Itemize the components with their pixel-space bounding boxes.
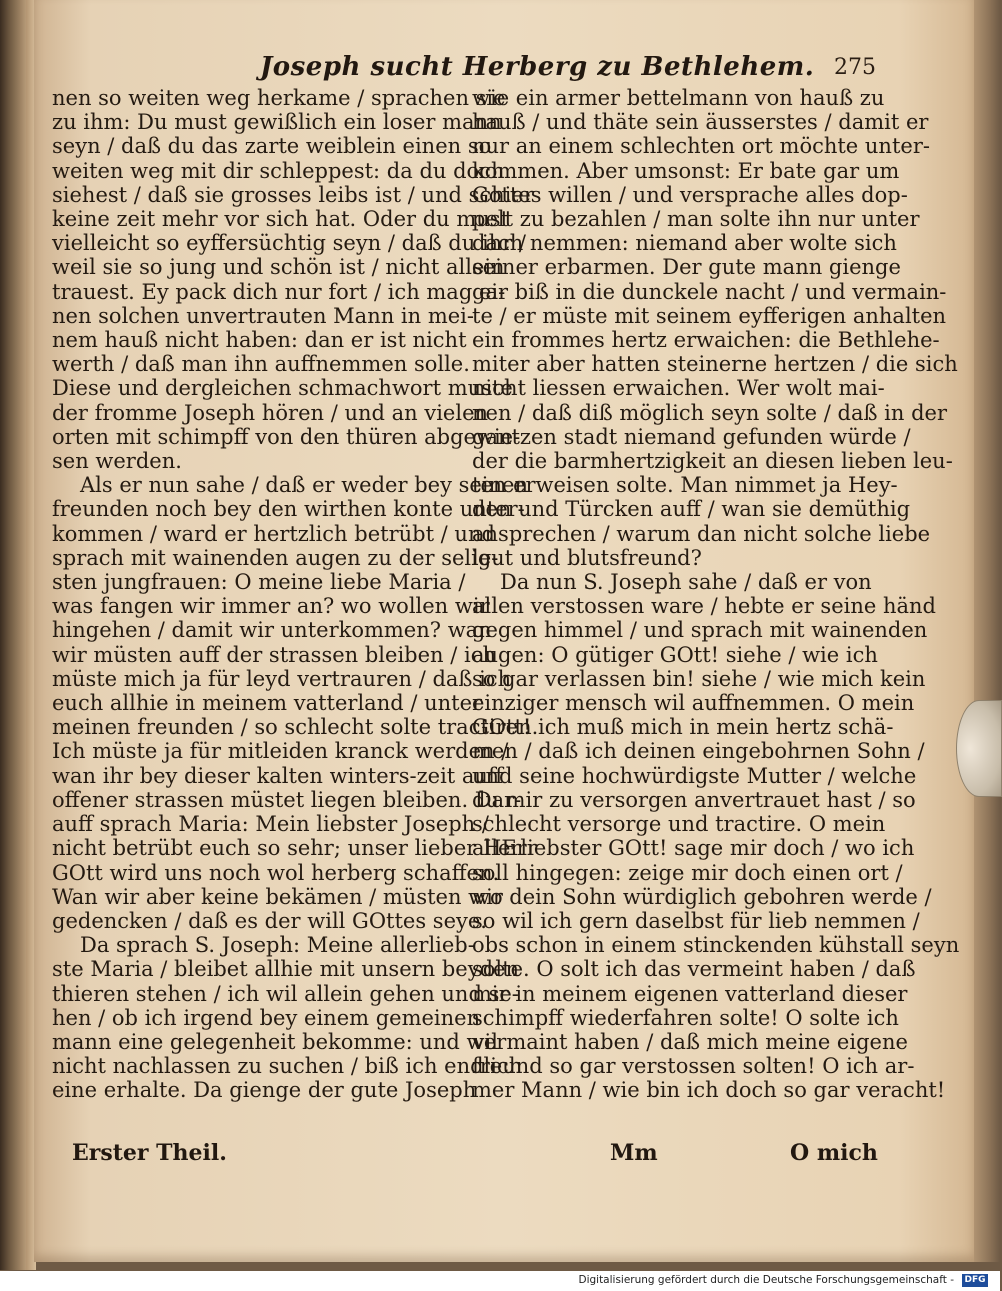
text-line: hen / ob ich irgend bey einem gemeinen bbox=[52, 1005, 481, 1030]
text-line: sen werden. bbox=[52, 449, 182, 474]
text-line: freunden noch bey den wirthen konte unter- bbox=[52, 497, 525, 522]
text-line: miter aber hatten steinerne hertzen / die sich bbox=[472, 352, 958, 377]
text-line: wo dein Sohn würdiglich gebohren werde / bbox=[472, 884, 932, 909]
text-line: und seine hochwürdigste Mutter / welche bbox=[472, 763, 917, 788]
text-line: Da nun S. Joseph sahe / daß er von bbox=[500, 570, 872, 595]
text-line: GOtt wird uns noch wol herberg schaffen. bbox=[52, 860, 500, 885]
text-line: meinen freunden / so schlecht solte tractiren. bbox=[52, 715, 539, 740]
text-line: freund so gar verstossen solten! O ich ar- bbox=[472, 1054, 915, 1079]
text-line: Da sprach S. Joseph: Meine allerlieb- bbox=[80, 933, 475, 958]
page-number: 275 bbox=[834, 55, 876, 80]
text-line: nur an einem schlechten ort möchte unter- bbox=[472, 134, 930, 159]
text-line: werth / daß man ihn auffnemmen solle. bbox=[52, 352, 470, 377]
footer-credit: Digitalisierung gefördert durch die Deutsche Forschungsgemeinschaft - bbox=[578, 1274, 954, 1286]
book-clasp bbox=[956, 700, 1002, 797]
text-line: zu ihm: Du must gewißlich ein loser mann bbox=[52, 110, 502, 135]
text-line: gedencken / daß es der will GOttes seye. bbox=[52, 908, 487, 933]
text-line: orten mit schimpff von den thüren abgewie- bbox=[52, 424, 521, 449]
text-line: den und Türcken auff / wan sie demüthig bbox=[472, 497, 911, 522]
text-line: thieren stehen / ich wil allein gehen und se- bbox=[52, 981, 519, 1006]
text-line: nen so weiten weg herkame / sprachen sie bbox=[52, 86, 506, 110]
text-line: müste mich ja für leyd vertrauren / daß ich bbox=[52, 666, 512, 691]
text-line: keine zeit mehr vor sich hat. Oder du must bbox=[52, 207, 510, 232]
text-line: allen verstossen ware / hebte er seine händ bbox=[472, 594, 936, 619]
text-line: seyn / daß du das zarte weiblein einen so bbox=[52, 134, 492, 159]
text-line: Als er nun sahe / daß er weder bey seinen bbox=[80, 473, 529, 498]
text-line: nicht liessen erwaichen. Wer wolt mai- bbox=[472, 376, 885, 401]
text-line: pelt zu bezahlen / man solte ihn nur unter bbox=[472, 207, 920, 232]
text-line: eine erhalte. Da gienge der gute Joseph bbox=[52, 1078, 477, 1103]
text-line: weil sie so jung und schön ist / nicht allein bbox=[52, 255, 505, 280]
text-line: offener strassen müstet liegen bleiben. Dar- bbox=[52, 787, 522, 812]
catchword: O mich bbox=[790, 1140, 878, 1166]
text-line: schimpff wiederfahren solte! O solte ich bbox=[472, 1005, 899, 1030]
text-line: Gottes willen / und versprache alles dop- bbox=[472, 182, 908, 207]
running-head: Joseph sucht Herberg zu Bethlehem. bbox=[260, 52, 815, 82]
text-line: wan ihr bey dieser kalten winters-zeit auff bbox=[52, 763, 503, 788]
text-line: ein frommes hertz erwaichen: die Bethlehe- bbox=[472, 328, 940, 353]
text-line: auff sprach Maria: Mein liebster Joseph / bbox=[52, 812, 489, 837]
right-text-column bbox=[472, 86, 960, 1103]
text-line: einziger mensch wil auffnemmen. O mein bbox=[472, 691, 915, 716]
text-line: hingehen / damit wir unterkommen? wan bbox=[52, 618, 492, 643]
text-line: hauß / und thäte sein äusserstes / damit er bbox=[472, 110, 929, 135]
text-line: obs schon in einem stinckenden kühstall seyn bbox=[472, 933, 960, 958]
text-line: ansprechen / warum dan nicht solche liebe bbox=[472, 521, 931, 546]
text-line: so gar verlassen bin! siehe / wie mich kein bbox=[472, 666, 926, 691]
text-line: ste Maria / bleibet allhie mit unsern beyden bbox=[52, 957, 519, 982]
text-line: wir müsten auff der strassen bleiben / ich bbox=[52, 642, 496, 667]
text-line: so wil ich gern daselbst für lieb nemmen / bbox=[472, 908, 920, 933]
text-line: seiner erbarmen. Der gute mann gienge bbox=[472, 255, 901, 280]
text-line: gegen himmel / und sprach mit wainenden bbox=[472, 618, 928, 643]
text-line: Wan wir aber keine bekämen / müsten wir bbox=[52, 884, 503, 909]
text-line: vielleicht so eyffersüchtig seyn / daß du ihr / bbox=[52, 231, 526, 256]
text-line: nen solchen unvertrauten Mann in mei- bbox=[52, 303, 474, 328]
signature-volume: Erster Theil. bbox=[72, 1140, 227, 1166]
text-line: Diese und dergleichen schmachwort muste bbox=[52, 376, 513, 401]
text-line: GOtt! ich muß mich in mein hertz schä- bbox=[472, 715, 894, 740]
text-line: wie ein armer bettelmann von hauß zu bbox=[472, 86, 885, 110]
text-line: trauest. Ey pack dich nur fort / ich mag ei- bbox=[52, 279, 506, 304]
text-line: vermaint haben / daß mich meine eigene bbox=[472, 1029, 908, 1054]
text-line: te / er müste mit seinem eyfferigen anhalten bbox=[472, 303, 947, 328]
left-text-column bbox=[52, 86, 539, 1103]
text-line: mir in meinem eigenen vatterland dieser bbox=[472, 981, 908, 1006]
text-line: nicht nachlassen zu suchen / biß ich endlich bbox=[52, 1054, 523, 1079]
text-line: du mir zu versorgen anvertrauet hast / so bbox=[472, 787, 916, 812]
text-line: solte. O solt ich das vermeint haben / daß bbox=[472, 957, 916, 982]
text-line: dach nemmen: niemand aber wolte sich bbox=[472, 231, 897, 256]
text-line: mer Mann / wie bin ich doch so gar veracht! bbox=[472, 1078, 946, 1103]
text-line: gar biß in die dunckele nacht / und vermain- bbox=[472, 279, 947, 304]
text-line: augen: O gütiger GOtt! siehe / wie ich bbox=[472, 642, 878, 667]
text-line: sten jungfrauen: O meine liebe Maria / bbox=[52, 570, 466, 595]
text-line: kommen. Aber umsonst: Er bate gar um bbox=[472, 158, 900, 183]
text-line: leut und blutsfreund? bbox=[472, 545, 702, 570]
text-line: nicht betrübt euch so sehr; unser lieber HErr bbox=[52, 836, 537, 861]
text-line: gantzen stadt niemand gefunden würde / bbox=[472, 424, 911, 449]
text-line: weiten weg mit dir schleppest: da du doch bbox=[52, 158, 505, 183]
signature-mark: Mm bbox=[610, 1140, 658, 1166]
text-line: sprach mit wainenden augen zu der selig- bbox=[52, 545, 499, 570]
text-line: men / daß ich deinen eingebohrnen Sohn / bbox=[472, 739, 925, 764]
page-fore-edge bbox=[974, 0, 1000, 1262]
dfg-logo: DFG bbox=[962, 1274, 988, 1287]
text-line: soll hingegen: zeige mir doch einen ort / bbox=[472, 860, 903, 885]
text-line: siehest / daß sie grosses leibs ist / und schier bbox=[52, 182, 534, 207]
text-line: schlecht versorge und tractire. O mein bbox=[472, 812, 886, 837]
text-line: nen / daß diß möglich seyn solte / daß in der bbox=[472, 400, 948, 425]
text-line: mann eine gelegenheit bekomme: und wil bbox=[52, 1029, 498, 1054]
text-line: Ich müste ja für mitleiden kranck werden / bbox=[52, 739, 509, 764]
text-line: kommen / ward er hertzlich betrübt / und bbox=[52, 521, 495, 546]
text-line: nem hauß nicht haben: dan er ist nicht bbox=[52, 328, 467, 353]
text-line: was fangen wir immer an? wo wollen wir bbox=[52, 594, 490, 619]
text-line: allerliebster GOtt! sage mir doch / wo ich bbox=[472, 836, 915, 861]
text-line: der fromme Joseph hören / und an vielen bbox=[52, 400, 489, 425]
text-line: ten erweisen solte. Man nimmet ja Hey- bbox=[472, 473, 898, 498]
text-line: der die barmhertzigkeit an diesen lieben leu- bbox=[472, 449, 953, 474]
text-line: euch allhie in meinem vatterland / unter bbox=[52, 691, 483, 716]
